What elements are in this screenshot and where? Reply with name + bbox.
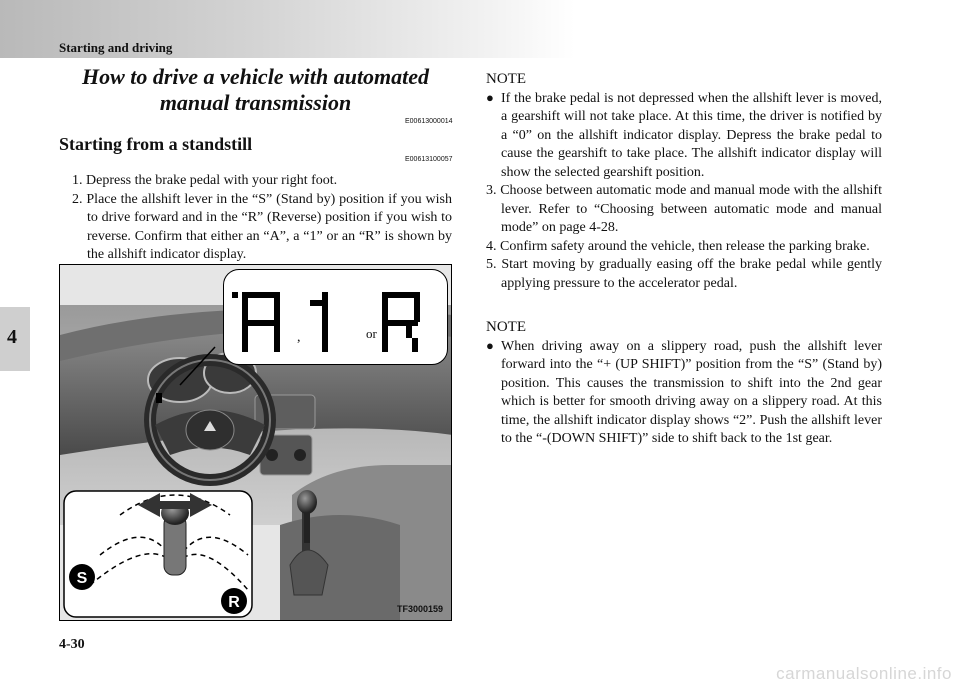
page-number: 4-30 <box>59 637 85 652</box>
note-label: NOTE <box>486 71 526 87</box>
separator-comma: , <box>297 330 301 345</box>
separator-or: or <box>366 326 377 341</box>
step-5: 5. Start moving by gradually easing off the brake pedal while gently applying pressure to the accelerator pedal. <box>486 257 882 291</box>
indicator-callout <box>223 269 448 365</box>
lever-label-s: S <box>76 570 88 587</box>
step-1: 1. Depress the brake pedal with your right foot. <box>72 173 338 188</box>
note-bullet <box>486 89 882 183</box>
step-2: 2. Place the allshift lever in the “S” (Stand by) position if you wish to drive forward and in the “R” (Reverse) position if you wish to reverse. Confirm that either an “A”, a “1” or an “R” is shown by the allshift indicator display. <box>72 191 452 262</box>
section-title: Starting from a standstill <box>59 134 253 154</box>
section-header: Starting and driving <box>59 40 173 55</box>
bullet-icon: ● <box>486 89 494 105</box>
chapter-number: 4 <box>7 326 17 348</box>
step-4: 4. Confirm safety around the vehicle, then release the parking brake. <box>486 238 870 254</box>
dashboard-figure <box>59 264 452 621</box>
figure-code: TF3000159 <box>396 604 443 614</box>
indicator-display <box>224 270 446 364</box>
title-code: E00613000014 <box>405 118 453 125</box>
section-code: E00613100057 <box>405 156 453 163</box>
note-bullet-text: When driving away on a slippery road, push the allshift lever forward into the “+ (UP SHIFT)” position from the “S” (Stand by) position. This causes the transmission to shift into the 2nd gear which is better for smooth driving away on a slippery road. At this time, the allshift indicator display shows “2”. Push the allshift lever to the “-(DOWN SHIFT)” side to shift back to the 1st gear. <box>501 338 882 446</box>
steps-list <box>72 172 452 265</box>
step-3: 3. Choose between automatic mode and manual mode with the allshift lever. Refer to “Choosing between automatic mode and manual mode” on page 4-28. <box>486 183 882 235</box>
display-char-r: R <box>400 284 401 285</box>
bullet-icon: ● <box>486 337 494 353</box>
note-bullet <box>486 337 882 449</box>
display-char-a: A <box>260 284 261 285</box>
note-bullet-text: If the brake pedal is not depressed when the allshift lever is moved, a gearshift will not take place. At this time, the driver is notified by a “0” on the allshift indicator display. Depress the brake pedal to cause the gearshift to take place. The allshift indicator display will show the selected gearshift position. <box>501 90 882 180</box>
lever-label-r: R <box>228 594 240 611</box>
page-title: How to drive a vehicle with automated manual transmission <box>81 64 430 115</box>
note-block-2 <box>486 318 882 449</box>
note-block-1 <box>486 70 882 293</box>
steps-list-continued <box>486 182 882 293</box>
watermark: carmanualsonline.info <box>776 664 952 683</box>
display-char-1: 1 <box>324 284 325 285</box>
note-label: NOTE <box>486 319 526 335</box>
